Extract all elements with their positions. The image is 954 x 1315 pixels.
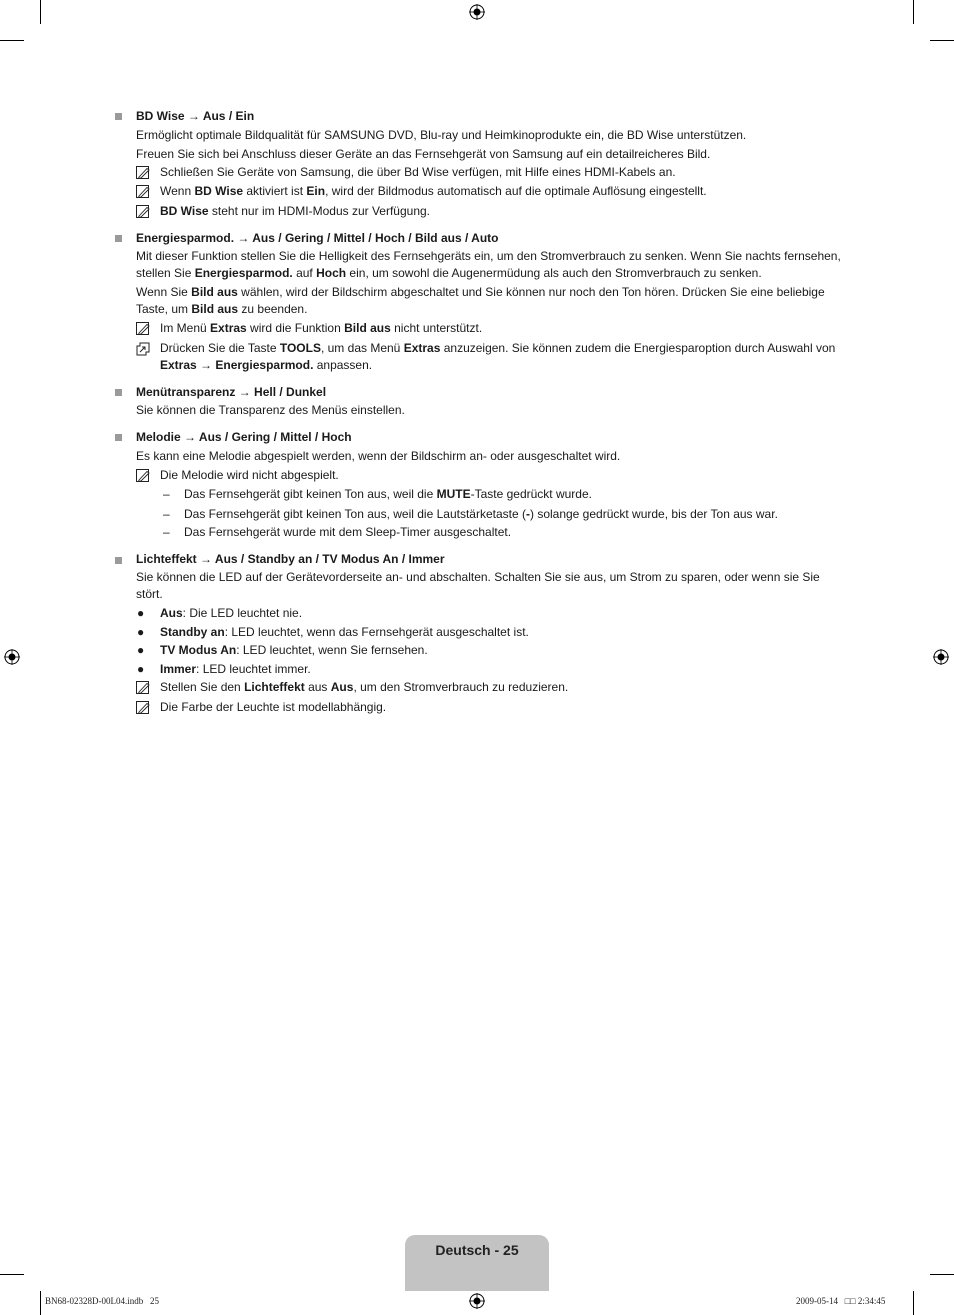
square-bullet-icon — [115, 235, 122, 242]
round-bullet: ● — [137, 625, 145, 639]
section-heading-menutransparenz: Menütransparenz → Hell / Dunkel — [136, 385, 327, 399]
section-heading-melodie: Melodie → Aus / Gering / Mittel / Hoch — [136, 430, 352, 444]
crop-mark — [930, 40, 954, 41]
bullet-item: TV Modus An: LED leuchtet, wenn Sie fernsehen. — [160, 643, 428, 657]
note-text: Wenn BD Wise aktiviert ist Ein, wird der Bildmodus automatisch auf die optimale Auflösung eingestellt. — [160, 184, 707, 198]
crop-mark — [40, 1291, 41, 1315]
registration-mark-icon — [933, 649, 949, 665]
print-slug-file: BN68-02328D-00L04.indb 25 — [45, 1296, 159, 1306]
dash-bullet: – — [163, 507, 170, 521]
crop-mark — [40, 0, 41, 24]
section-heading-bd-wise: BD Wise → Aus / Ein — [136, 109, 255, 123]
tools-text: Drücken Sie die Taste TOOLS, um das Menü Extras anzuzeigen. Sie können zudem die Energiesparoption durch Auswahl von Extras → Energiesparmod. anpassen. — [160, 341, 836, 372]
crop-mark — [913, 0, 914, 24]
note-pencil-icon — [136, 185, 152, 199]
section-heading-energiesparmod: Energiesparmod. → Aus / Gering / Mittel / Hoch / Bild aus / Auto — [136, 231, 499, 245]
paragraph: Es kann eine Melodie abgespielt werden, wenn der Bildschirm an- oder ausgeschaltet wird. — [136, 449, 621, 463]
note-text: Die Melodie wird nicht abgespielt. — [160, 468, 339, 482]
note-text: Im Menü Extras wird die Funktion Bild aus nicht unterstützt. — [160, 321, 483, 335]
square-bullet-icon — [115, 113, 122, 120]
square-bullet-icon — [115, 389, 122, 396]
bullet-item: Immer: LED leuchtet immer. — [160, 662, 311, 676]
bullet-item: Standby an: LED leuchtet, wenn das Fernsehgerät ausgeschaltet ist. — [160, 625, 529, 639]
note-pencil-icon — [136, 205, 152, 219]
page-number: Deutsch - 25 — [435, 1242, 519, 1258]
tools-remote-icon — [136, 342, 152, 356]
crop-mark — [0, 40, 24, 41]
note-pencil-icon — [136, 681, 152, 695]
round-bullet: ● — [137, 662, 145, 676]
section-heading-lichteffekt: Lichteffekt → Aus / Standby an / TV Modus An / Immer — [136, 552, 445, 566]
registration-mark-icon — [469, 1293, 485, 1309]
crop-mark — [913, 1291, 914, 1315]
square-bullet-icon — [115, 434, 122, 441]
crop-mark — [0, 1274, 24, 1275]
dash-item: Das Fernsehgerät gibt keinen Ton aus, weil die Lautstärketaste (-) solange gedrückt wurde, bis der Ton aus war. — [184, 507, 778, 521]
dash-bullet: – — [163, 525, 170, 539]
note-text: Die Farbe der Leuchte ist modellabhängig. — [160, 700, 387, 714]
paragraph: Mit dieser Funktion stellen Sie die Helligkeit des Fernsehgeräts ein, um den Stromverbrauch zu senken. Wenn Sie nachts fernsehen, stellen Sie Energiesparmod. auf Hoch ein, um sowohl die Augenermüdung als auch den Stromverbrauch zu senken. — [136, 249, 841, 280]
paragraph: Wenn Sie Bild aus wählen, wird der Bildschirm abgeschaltet und Sie können nur noch den Ton hören. Drücken Sie eine beliebige Taste, um Bild aus zu beenden. — [136, 285, 825, 316]
registration-mark-icon — [469, 4, 485, 20]
paragraph: Sie können die LED auf der Gerätevorderseite an- und abschalten. Schalten Sie sie aus, um Strom zu sparen, oder wenn sie Sie stört. — [136, 570, 820, 601]
dash-bullet: – — [163, 487, 170, 501]
registration-mark-icon — [4, 649, 20, 665]
paragraph: Sie können die Transparenz des Menüs einstellen. — [136, 403, 405, 417]
print-slug-datetime: 2009-05-14 □□ 2:34:45 — [796, 1296, 886, 1306]
note-pencil-icon — [136, 469, 152, 483]
paragraph: Ermöglicht optimale Bildqualität für SAMSUNG DVD, Blu-ray und Heimkinoprodukte ein, die BD Wise unterstützen. — [136, 128, 747, 142]
note-text: BD Wise steht nur im HDMI-Modus zur Verfügung. — [160, 204, 430, 218]
square-bullet-icon — [115, 557, 122, 564]
round-bullet: ● — [137, 643, 145, 657]
dash-item: Das Fernsehgerät gibt keinen Ton aus, weil die MUTE-Taste gedrückt wurde. — [184, 487, 592, 501]
note-pencil-icon — [136, 701, 152, 715]
bullet-item: Aus: Die LED leuchtet nie. — [160, 606, 303, 620]
note-pencil-icon — [136, 166, 152, 180]
note-pencil-icon — [136, 322, 152, 336]
dash-item: Das Fernsehgerät wurde mit dem Sleep-Timer ausgeschaltet. — [184, 525, 512, 539]
round-bullet: ● — [137, 606, 145, 620]
paragraph: Freuen Sie sich bei Anschluss dieser Geräte an das Fernsehgerät von Samsung auf ein detailreicheres Bild. — [136, 147, 711, 161]
crop-mark — [930, 1274, 954, 1275]
note-text: Schließen Sie Geräte von Samsung, die über Bd Wise verfügen, mit Hilfe eines HDMI-Kabels an. — [160, 165, 676, 179]
note-text: Stellen Sie den Lichteffekt aus Aus, um den Stromverbrauch zu reduzieren. — [160, 680, 569, 694]
